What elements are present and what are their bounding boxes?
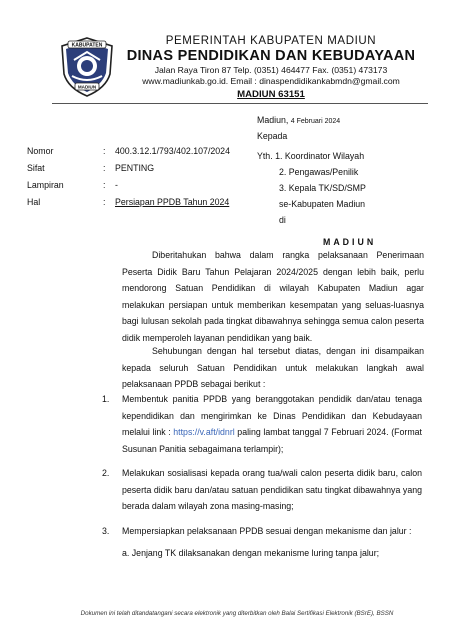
list-item-1-text-before: Membentuk panitia PPDB yang beranggotakan pendidik dan/atau tenaga kependidikan dan mengirimkan ke Dinas Pendidikan dan Kebudayaan melalui link : (122, 394, 422, 437)
recipient-line-3: 3. Kepala TK/SD/SMP (279, 183, 366, 193)
meta-value-lampiran: - (115, 180, 118, 190)
letter-date (257, 114, 340, 128)
meta-colon: : (103, 197, 106, 207)
recipient-kepada: Kepada (257, 131, 288, 141)
meta-label-lampiran: Lampiran (27, 180, 64, 190)
agency-name: DINAS PENDIDIKAN DAN KEBUDAYAAN (126, 48, 416, 64)
agency-address: Jalan Raya Tiron 87 Telp. (0351) 464477 Fax. (0351) 473173 (154, 65, 388, 75)
meta-label-sifat: Sifat (27, 163, 45, 173)
paragraph-2-text: Sehubungan dengan hal tersebut diatas, dengan ini disampaikan kepada seluruh Satuan Pendidikan untuk melakukan langkah awal pelaksanaan PPDB sebagai berikut : (122, 346, 424, 389)
emblem-top-text: KABUPATEN (71, 42, 103, 49)
date-value: 4 Februari 2024 (290, 118, 341, 125)
emblem-bottom-text: MADIUN (77, 84, 97, 90)
letterhead (116, 34, 426, 101)
meta-colon: : (103, 163, 106, 173)
agency-web-email: www.madiunkab.go.id. Email : dinaspendidikankabmdn@gmail.com (142, 76, 400, 86)
meta-label-nomor: Nomor (27, 146, 54, 156)
list-number: 3. (102, 525, 110, 536)
list-item-3-text: Mempersiapkan pelaksanaan PPDB sesuai dengan mekanisme dan jalur : (122, 525, 412, 536)
recipient-city: MADIUN (323, 237, 377, 247)
instruction-list (102, 391, 422, 562)
e-signature-footer: Dokumen ini telah ditandatangani secara elektronik yang diterbitkan oleh Balai Sertifikasi Elektronik (BSrE), BSSN (80, 610, 394, 617)
agency-city-postcode: MADIUN 63151 (237, 89, 305, 100)
meta-label-hal: Hal (27, 197, 41, 207)
list-item-3 (102, 523, 422, 540)
list-item-1-text-after: paling lambat tanggal 7 Februari 2024. (Format Susunan Panitia sebagaimana terlampir); (122, 427, 422, 454)
list-item-2 (102, 465, 422, 515)
government-name: PEMERINTAH KABUPATEN MADIUN (165, 35, 377, 47)
recipient-block (257, 148, 376, 250)
list-subitem-a (122, 545, 422, 562)
letterhead-divider (52, 103, 428, 104)
list-number: 1. (102, 394, 110, 404)
body-paragraph-1 (122, 247, 424, 346)
meta-value-sifat: PENTING (115, 163, 155, 173)
meta-value-hal: Persiapan PPDB Tahun 2024 (115, 197, 230, 207)
recipient-line-2: 2. Pengawas/Penilik (279, 167, 359, 177)
recipient-di: di (279, 215, 286, 225)
panitia-link[interactable]: https://v.aft/idnrl (173, 427, 235, 437)
list-number: 2. (102, 468, 110, 478)
date-place: Madiun, (257, 115, 289, 125)
recipient-line-1: Yth. 1. Koordinator Wilayah (257, 151, 365, 161)
list-item-2-text: Melakukan sosialisasi kepada orang tua/wali calon peserta didik baru, calon peserta didik baru dan/atau satuan pendidikan satu tingkat dibawahnya yang berada dalam wilayah zona masing-masing; (122, 468, 422, 511)
list-item-1 (102, 391, 422, 457)
regency-emblem-logo (56, 36, 118, 98)
body-paragraph-2 (122, 343, 424, 393)
meta-colon: : (103, 180, 106, 190)
recipient-line-4: se-Kabupaten Madiun (279, 199, 366, 209)
meta-value-nomor: 400.3.12.1/793/402.107/2024 (115, 146, 230, 156)
paragraph-1-text: Diberitahukan bahwa dalam rangka pelaksanaan Penerimaan Peserta Didik Baru Tahun Pelajaran 2024/2025 dengan lebih baik, perlu mendorong Satuan Pendidikan di wilayah Kabupaten Madiun agar melakukan persiapan untuk memberikan kesempatan yang seluas-luasnya bagi lulusan sekolah pada tingkat dibawahnya sehingga semua calon peserta didik memperoleh layanan pendidikan yang baik. (122, 250, 424, 343)
subitem-a-text: a. Jenjang TK dilaksanakan dengan mekanisme luring tanpa jalur; (122, 548, 380, 558)
meta-colon: : (103, 146, 106, 156)
